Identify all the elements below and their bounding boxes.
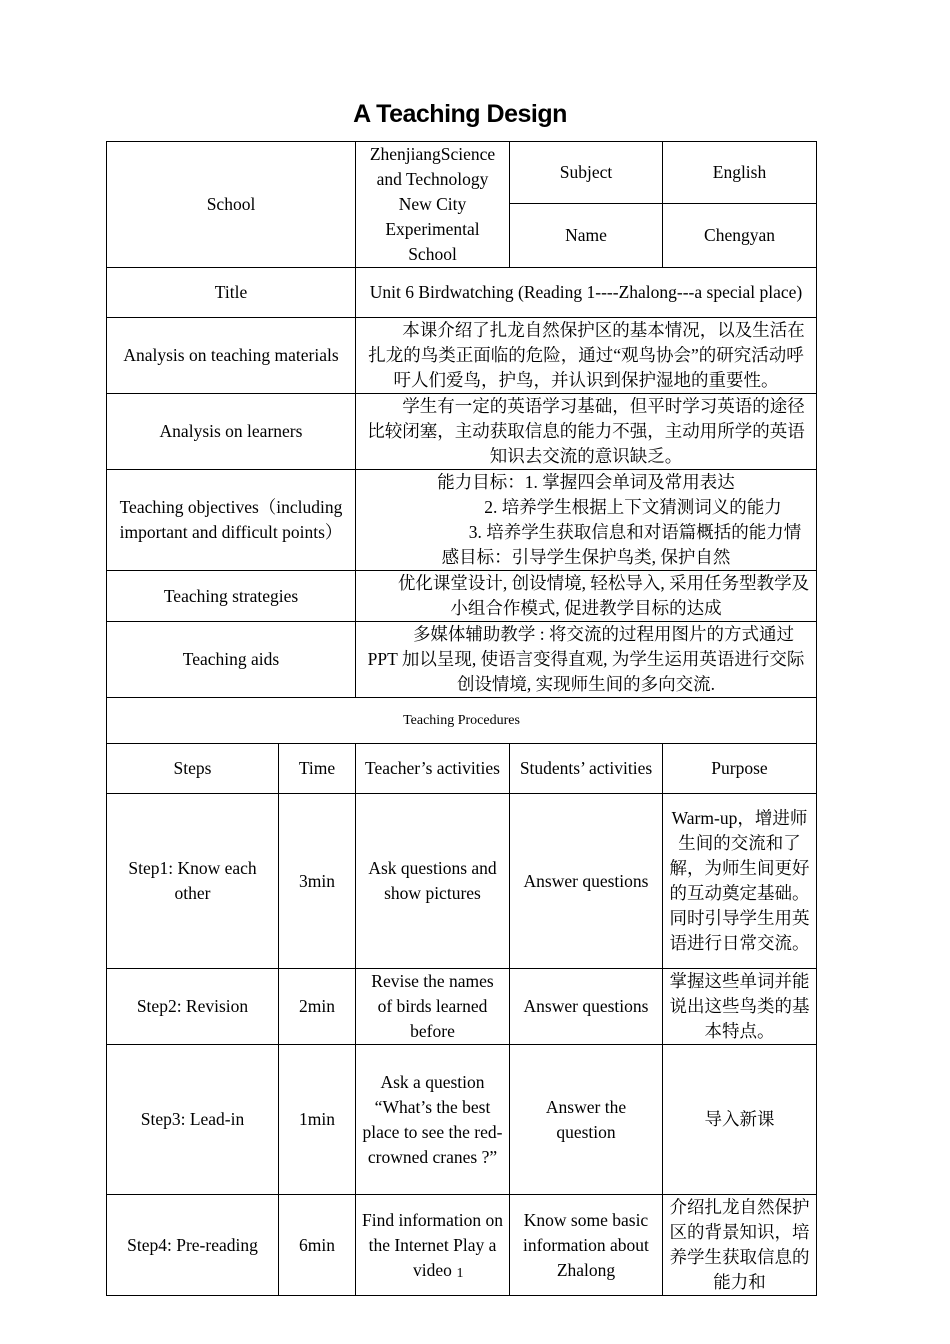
title-label: Title xyxy=(107,268,356,318)
procedure-row xyxy=(107,1045,817,1195)
school-label: School xyxy=(107,142,356,268)
strategies-row xyxy=(107,571,817,622)
materials-row xyxy=(107,318,817,394)
purpose-cell: 掌握这些单词并能说出这些鸟类的基本特点。 xyxy=(663,969,817,1045)
objective-line: 3. 培养学生获取信息和对语篇概括的能力情 xyxy=(468,522,802,542)
purpose-cell: 介绍扎龙自然保护区的背景知识，培养学生获取信息的能力和 xyxy=(663,1195,817,1296)
time-cell: 3min xyxy=(279,794,356,969)
learners-value: 学生有一定的英语学习基础，但平时学习英语的途径比较闭塞，主动获取信息的能力不强，主动用所学的英语知识去交流的意识缺乏。 xyxy=(356,394,817,470)
teacher-activity-cell: Revise the names of birds learned before xyxy=(356,969,510,1045)
title-row xyxy=(107,268,817,318)
teacher-activity-cell: Ask questions and show pictures xyxy=(356,794,510,969)
step-cell: Step2: Revision xyxy=(107,969,279,1045)
purpose-cell: 导入新课 xyxy=(663,1045,817,1195)
time-cell: 6min xyxy=(279,1195,356,1296)
subject-value: English xyxy=(663,142,817,204)
materials-value: 本课介绍了扎龙自然保护区的基本情况，以及生活在扎龙的鸟类正面临的危险，通过“观鸟协会”的研究活动呼吁人们爱鸟，护鸟，并认识到保护湿地的重要性。 xyxy=(356,318,817,394)
objectives-row xyxy=(107,470,817,571)
header-steps: Steps xyxy=(107,744,279,794)
aids-row xyxy=(107,622,817,698)
student-activity-cell: Answer questions xyxy=(510,969,663,1045)
step-cell: Step4: Pre-reading xyxy=(107,1195,279,1296)
header-purpose: Purpose xyxy=(663,744,817,794)
name-label: Name xyxy=(510,204,663,268)
name-value: Chengyan xyxy=(663,204,817,268)
purpose-cell: Warm-up，增进师生间的交流和了解，为师生间更好的互动奠定基础。同时引导学生用英语进行日常交流。 xyxy=(663,794,817,969)
procedures-header-row xyxy=(107,744,817,794)
header-teacher-activities: Teacher’s activities xyxy=(356,744,510,794)
time-cell: 2min xyxy=(279,969,356,1045)
header-time: Time xyxy=(279,744,356,794)
objective-line: 感目标：引导学生保护鸟类, 保护自然 xyxy=(441,547,731,567)
strategies-value: 优化课堂设计, 创设情境, 轻松导入, 采用任务型教学及小组合作模式, 促进教学目标的达成 xyxy=(356,571,817,622)
aids-value: 多媒体辅助教学 : 将交流的过程用图片的方式通过 PPT 加以呈现, 使语言变得直观, 为学生运用英语进行交际创设情境, 实现师生间的多向交流. xyxy=(356,622,817,698)
objectives-label: Teaching objectives（including important and difficult points） xyxy=(107,470,356,571)
aids-label: Teaching aids xyxy=(107,622,356,698)
school-row xyxy=(107,142,817,204)
time-cell: 1min xyxy=(279,1045,356,1195)
school-value: ZhenjiangScience and Technology New City Experimental School xyxy=(356,142,510,268)
objectives-value xyxy=(356,470,817,571)
teaching-design-table xyxy=(106,141,817,1296)
step-cell: Step3: Lead-in xyxy=(107,1045,279,1195)
student-activity-cell: Know some basic information about Zhalong xyxy=(510,1195,663,1296)
strategies-label: Teaching strategies xyxy=(107,571,356,622)
teacher-activity-cell: Find information on the Internet Play a video xyxy=(356,1195,510,1296)
student-activity-cell: Answer the question xyxy=(510,1045,663,1195)
learners-label: Analysis on learners xyxy=(107,394,356,470)
objective-line: 能力目标：1. 掌握四会单词及常用表达 xyxy=(437,472,735,492)
procedure-row xyxy=(107,969,817,1045)
learners-row xyxy=(107,394,817,470)
materials-label: Analysis on teaching materials xyxy=(107,318,356,394)
teacher-activity-cell: Ask a question “What’s the best place to see the red-crowned cranes ?” xyxy=(356,1045,510,1195)
title-value: Unit 6 Birdwatching (Reading 1----Zhalong---a special place) xyxy=(356,268,817,318)
procedures-heading-row xyxy=(107,698,817,744)
objective-line: 2. 培养学生根据上下文猜测词义的能力 xyxy=(484,497,782,517)
page-number: 1 xyxy=(456,1266,464,1281)
step-cell: Step1: Know each other xyxy=(107,794,279,969)
document-title: A Teaching Design xyxy=(353,100,567,128)
procedure-row xyxy=(107,794,817,969)
header-students-activities: Students’ activities xyxy=(510,744,663,794)
procedures-heading: Teaching Procedures xyxy=(107,698,817,744)
student-activity-cell: Answer questions xyxy=(510,794,663,969)
subject-label: Subject xyxy=(510,142,663,204)
